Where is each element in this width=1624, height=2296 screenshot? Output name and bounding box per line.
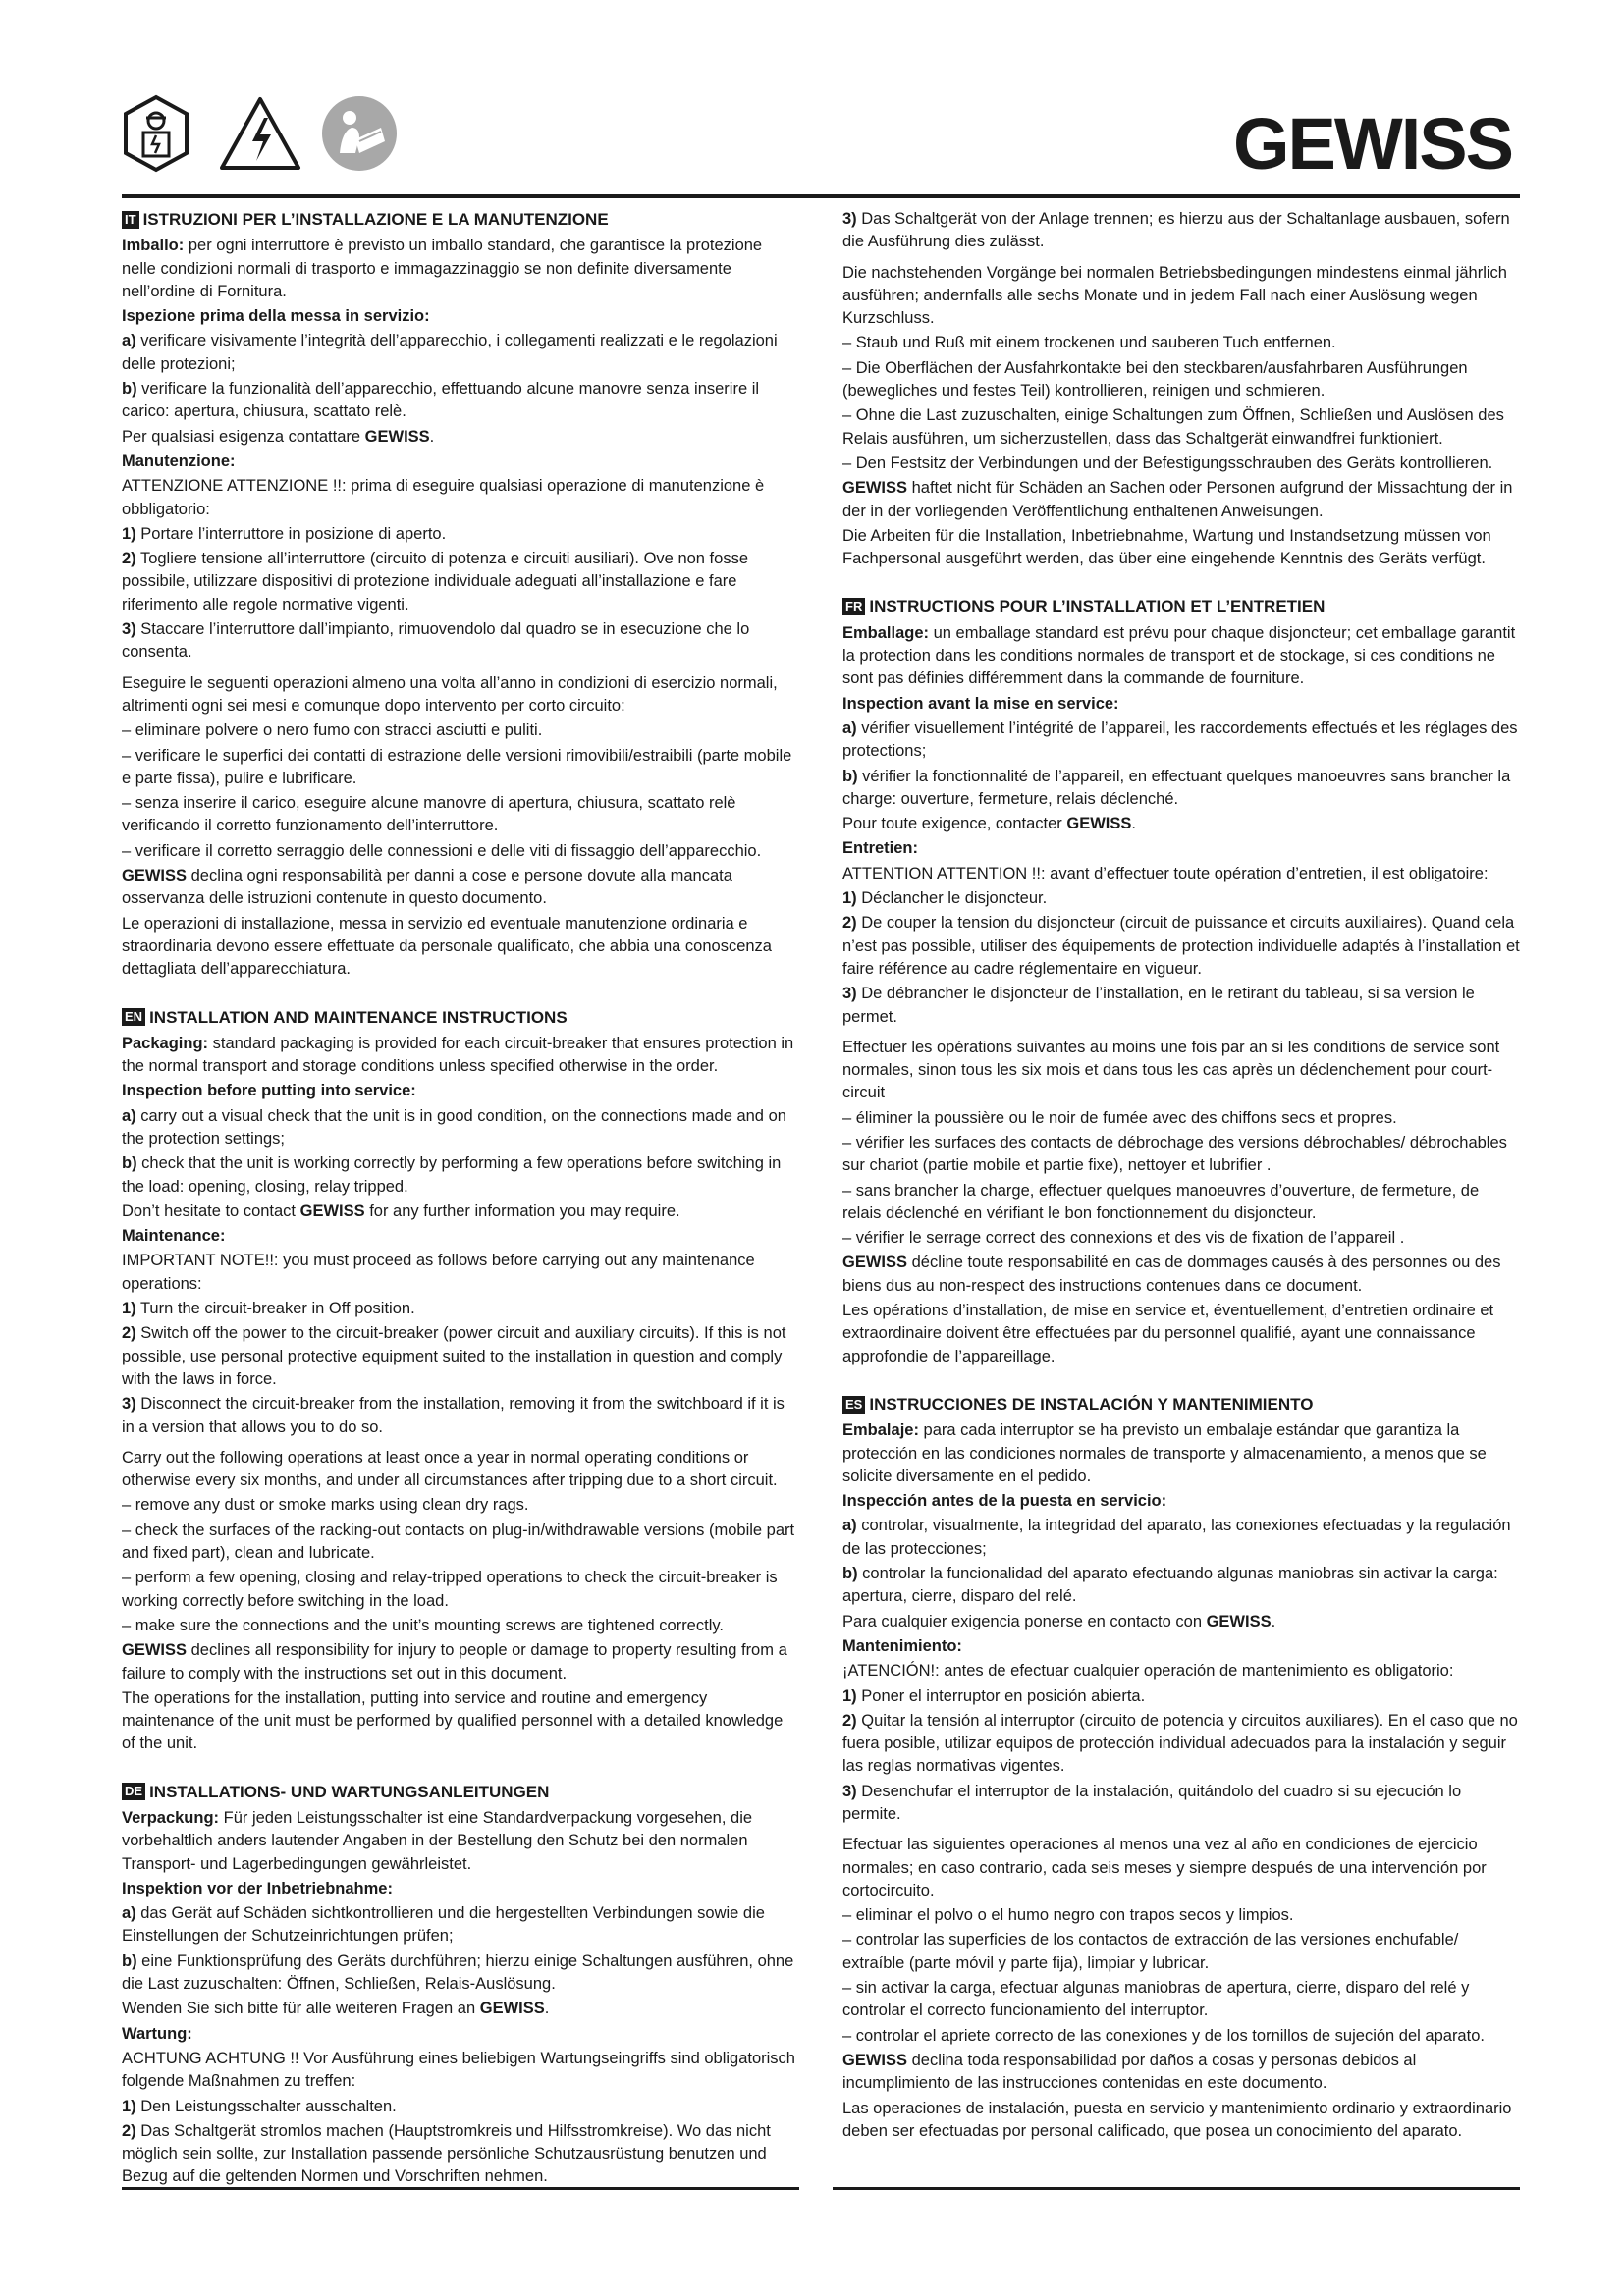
step-2: 2) De couper la tension du disjoncteur (circuit de puissance et circuits auxiliaires). Quand cela n’est pas possible, utiliser des équipements de protection individuelle adaptés à l’installation et faire référence au cadre réglementaire en vigueur.	[842, 914, 1520, 978]
inspection-heading: Inspection avant la mise en service:	[842, 694, 1119, 713]
inspection-item-b: b) check that the unit is working correctly by performing a few operations before switching in the load: opening, closing, relay tripped.	[122, 1154, 782, 1196]
operations-paragraph: Eseguire le seguenti operazioni almeno una volta all’anno in condizioni di esercizio normali, altrimenti ogni sei mesi e comunque dopo intervento per corto circuito:	[122, 673, 778, 715]
inspection-item-a: a) carry out a visual check that the unit is in good condition, on the connections made and on the protection settings;	[122, 1106, 786, 1148]
step-1: 1) Déclancher le disjoncteur.	[842, 889, 1048, 908]
step-3: 3) Desenchufar el interruptor de la instalación, quitándolo del cuadro si su ejecución lo permite.	[842, 1782, 1462, 1823]
page-header	[0, 0, 1624, 196]
operation-dash-4: – vérifier le serrage correct des connexions et des vis de fixation de l’appareil .	[842, 1229, 1405, 1248]
qualified-personnel-paragraph: Le operazioni di installazione, messa in servizio ed eventuale manutenzione ordinaria e straordinaria devono essere effettuate da personale qualificato, che abbia una conoscenza dettagliata dell’apparecchiatura.	[122, 914, 772, 979]
inspection-item-a: a) vérifier visuellement l’intégrité de l’appareil, les raccordements effectués et les réglages des protections;	[842, 719, 1518, 761]
step-2: 2) Quitar la tensión al interruptor (circuito de potencia y circuitos auxiliares). En el caso que no fuera posible, utilizar equipos de protección individual adecuados para la instalación y seguir las reglas normativas vigentes.	[842, 1711, 1518, 1776]
inspection-heading: Ispezione prima della messa in servizio:	[122, 307, 430, 326]
inspection-item-b: b) vérifier la fonctionnalité de l’appareil, en effectuant quelques manoeuvres sans brancher la charge: ouverture, fermeture, relais déclenché.	[842, 767, 1511, 808]
qualified-personnel-paragraph: The operations for the installation, putting into service and routine and emergency maintenance of the unit must be performed by qualified personnel with a detailed knowledge of the unit.	[122, 1688, 784, 1753]
step-2: 2) Togliere tensione all’interruttore (circuito di potenza e circuiti ausiliari). Ove non fosse possibile, utilizzare dispositivi di protezione individuale adeguati all’installazione e fare riferimento alle regole normative vigenti.	[122, 550, 748, 614]
section-title: INSTALLATION AND MAINTENANCE INSTRUCTIONS	[149, 1007, 568, 1027]
step-3: 3) Das Schaltgerät von der Anlage trennen; es hierzu aus der Schaltanlage ausbauen, sofern die Ausführung dies zulässt.	[842, 210, 1510, 251]
contact-line: Per qualsiasi esigenza contattare GEWISS.	[122, 427, 435, 446]
step-1: 1) Portare l’interruttore in posizione di aperto.	[122, 524, 447, 543]
section-es	[842, 1393, 1520, 2143]
read-manual-icon	[320, 94, 399, 173]
operations-paragraph: Die nachstehenden Vorgänge bei normalen Betriebsbedingungen mindestens einmal jährlich ausführen; andernfalls alle sechs Monate und in jedem Fall nach einer Auslösung wegen Kurzschluss.	[842, 263, 1507, 328]
step-2: 2) Das Schaltgerät stromlos machen (Hauptstromkreis und Hilfsstromkreise). Wo das nicht möglich sein sollte, zur Installation passende persönliche Schutzausrüstung benutzen und Bezug auf die geltenden Normen und Vorschriften nehmen.	[122, 2121, 771, 2186]
section-de-continued	[842, 208, 1520, 570]
step-3: 3) Staccare l’interruttore dall’impianto, rimuovendolo dal quadro se in esecuzione che lo consenta.	[122, 620, 750, 662]
packaging-paragraph: Verpackung: Für jeden Leistungsschalter ist eine Standardverpackung vorgesehen, die vorbehaltlich anders lautender Angaben in der Bestellung den Schutz bei den normalen Transport- und Lagerbedingungen gewährleistet.	[122, 1809, 753, 1873]
gewiss-logo	[1225, 110, 1520, 175]
maintenance-heading: Manutenzione:	[122, 452, 236, 470]
header-rule	[122, 194, 1520, 198]
operations-paragraph: Effectuer les opérations suivantes au moins une fois par an si les conditions de service sont normales, sinon tous les six mois et dans tous les cas après un déclenchement pour court-circuit	[842, 1038, 1500, 1102]
step-1: 1) Poner el interruptor en posición abierta.	[842, 1686, 1146, 1705]
footer-rule-right	[833, 2187, 1520, 2190]
maintenance-heading: Wartung:	[122, 2024, 192, 2043]
section-heading	[122, 1006, 799, 1029]
electrical-hazard-icon	[218, 94, 302, 173]
packaging-paragraph: Packaging: standard packaging is provided for each circuit-breaker that ensures protection in the normal transport and storage conditions unless specified otherwise in the order.	[122, 1034, 794, 1076]
inspection-heading: Inspection before putting into service:	[122, 1082, 416, 1100]
section-fr	[842, 595, 1520, 1368]
step-3: 3) Disconnect the circuit-breaker from the installation, removing it from the switchboard if it is in a version that allows you to do so.	[122, 1395, 785, 1436]
maintenance-heading: Maintenance:	[122, 1227, 226, 1246]
step-1: 1) Turn the circuit-breaker in Off position.	[122, 1300, 415, 1318]
qualified-personnel-icon	[122, 94, 190, 173]
section-title: INSTRUCTIONS POUR L’INSTALLATION ET L’ENTRETIEN	[869, 597, 1326, 616]
inspection-heading: Inspektion vor der Inbetriebnahme:	[122, 1879, 393, 1897]
operation-dash-4: – Den Festsitz der Verbindungen und der Befestigungsschrauben des Geräts kontrollieren.	[842, 454, 1493, 472]
packaging-paragraph: Embalaje: para cada interruptor se ha previsto un embalaje estándar que garantiza la protección en las condiciones normales de transporte y almacenamiento, a menos que se solicite diversamente en el pedido.	[842, 1421, 1487, 1485]
section-it	[122, 208, 799, 982]
warning-paragraph: ACHTUNG ACHTUNG !! Vor Ausführung eines beliebigen Wartungseingriffs sind obligatorisch folgende Maßnahmen zu treffen:	[122, 2049, 795, 2091]
step-1: 1) Den Leistungsschalter ausschalten.	[122, 2097, 397, 2115]
packaging-paragraph: Imballo: per ogni interruttore è previsto un imballo standard, che garantisce la protezione nelle condizioni normali di trasporto e immagazzinaggio se non definite diversamente nell’ordine di Fornitura.	[122, 237, 763, 300]
language-badge: DE	[122, 1783, 145, 1800]
contact-line: Pour toute exigence, contacter GEWISS.	[842, 815, 1136, 833]
section-heading	[122, 1781, 799, 1803]
section-heading	[842, 1393, 1520, 1415]
language-badge: IT	[122, 211, 139, 229]
packaging-paragraph: Emballage: un emballage standard est prévu pour chaque disjoncteur; cet emballage garantit la protection dans les conditions normales de transport et de stockage, si ces conditions ne sont pas définies différemment dans la commande de fourniture.	[842, 623, 1516, 688]
inspection-item-b: b) verificare la funzionalità dell’apparecchio, effettuando alcune manovre senza inserire il carico: apertura, chiusura, scattato relè.	[122, 380, 760, 421]
operations-paragraph: Efectuar las siguientes operaciones al menos una vez al año en condiciones de ejercicio normales; en caso contrario, cada seis meses y siempre después de una intervención por cortocircuito.	[842, 1836, 1487, 1899]
inspection-item-a: a) controlar, visualmente, la integridad del aparato, las conexiones efectuadas y la regulación de las protecciones;	[842, 1517, 1511, 1558]
responsibility-paragraph: GEWISS declina ogni responsabilità per danni a cose e persone dovute alla mancata osservanza delle istruzioni contenute in questo documento.	[122, 867, 732, 908]
operation-dash-3: – senza inserire il carico, eseguire alcune manovre di apertura, chiusura, scattato relè verificando il corretto funzionamento dell’interruttore.	[122, 794, 736, 835]
operation-dash-2: – verificare le superfici dei contatti di estrazione delle versioni rimovibili/estraibili (parte mobile e parte fissa), pulire e lubrificare.	[122, 746, 792, 787]
operation-dash-1: – eliminar el polvo o el humo negro con trapos secos y limpios.	[842, 1906, 1294, 1925]
language-badge: ES	[842, 1396, 865, 1414]
responsibility-paragraph: GEWISS declina toda responsabilidad por daños a cosas y personas debidos al incumplimiento de las instrucciones contenidas en este documento.	[842, 2051, 1417, 2093]
warning-paragraph: IMPORTANT NOTE!!: you must proceed as follows before carrying out any maintenance operations:	[122, 1252, 755, 1293]
operation-dash-1: – remove any dust or smoke marks using clean dry rags.	[122, 1496, 529, 1515]
operation-dash-3: – perform a few opening, closing and relay-tripped operations to check the circuit-breaker is working correctly before switching in the load.	[122, 1569, 778, 1610]
maintenance-heading: Mantenimiento:	[842, 1636, 962, 1655]
inspection-item-b: b) eine Funktionsprüfung des Geräts durchführen; hierzu einige Schaltungen ausführen, ohne die Last zuzuschalten: Öffnen, Schließen, Relais-Auslösung.	[122, 1951, 794, 1994]
qualified-personnel-paragraph: Die Arbeiten für die Installation, Inbetriebnahme, Wartung und Instandsetzung müssen von Fachpersonal ausgeführt werden, das über eine eingehende Kenntnis des Geräts verfügt.	[842, 526, 1491, 568]
left-column	[122, 208, 799, 2214]
operation-dash-3: – sans brancher la charge, effectuer quelques manoeuvres d’ouverture, de fermeture, de relais déclenché en vérifiant le bon fonctionnement du disjoncteur.	[842, 1181, 1480, 1222]
operation-dash-1: – éliminer la poussière ou le noir de fumée avec des chiffons secs et propres.	[842, 1108, 1397, 1127]
contact-line: Wenden Sie sich bitte für alle weiteren Fragen an GEWISS.	[122, 2000, 550, 2018]
operation-dash-4: – verificare il corretto serraggio delle connessioni e delle viti di fissaggio dell’apparecchio.	[122, 841, 762, 860]
contact-line: Don’t hesitate to contact GEWISS for any further information you may require.	[122, 1201, 680, 1220]
inspection-item-a: a) das Gerät auf Schäden sichtkontrollieren und die hergestellten Verbindungen sowie die Einstellungen der Schutzeinrichtungen prüfen;	[122, 1904, 765, 1946]
section-title: INSTALLATIONS- UND WARTUNGSANLEITUNGEN	[149, 1782, 550, 1801]
operations-paragraph: Carry out the following operations at least once a year in normal operating conditions or otherwise every six months, and under all circumstances after tripping due to a short circuit.	[122, 1448, 778, 1490]
maintenance-heading: Entretien:	[842, 839, 919, 858]
language-badge: EN	[122, 1008, 145, 1026]
operation-dash-1: – eliminare polvere o nero fumo con stracci asciutti e puliti.	[122, 721, 543, 740]
operation-dash-2: – Die Oberflächen der Ausfahrkontakte bei den steckbaren/ausfahrbaren Ausführungen (bewegliches und festes Teil) kontrollieren, reinigen und schmieren.	[842, 358, 1468, 400]
contact-line: Para cualquier exigencia ponerse en contacto con GEWISS.	[842, 1612, 1276, 1630]
warning-paragraph: ¡ATENCIÓN!: antes de efectuar cualquier operación de mantenimiento es obligatorio:	[842, 1662, 1454, 1681]
inspection-item-b: b) controlar la funcionalidad del aparato efectuando algunas maniobras sin activar la carga: apertura, cierre, disparo del relé.	[842, 1565, 1498, 1606]
warning-paragraph: ATTENTION ATTENTION !!: avant d’effectuer toute opération d’entretien, il est obligatoire:	[842, 864, 1489, 882]
operation-dash-1: – Staub und Ruß mit einem trockenen und sauberen Tuch entfernen.	[842, 334, 1336, 352]
qualified-personnel-paragraph: Las operaciones de instalación, puesta en servicio y mantenimiento ordinario y extraordinario deben ser efectuadas por personal calificado, que posea un conocimiento del aparato.	[842, 2099, 1512, 2140]
responsibility-paragraph: GEWISS declines all responsibility for injury to people or damage to property resulting from a failure to comply with the instructions set out in this document.	[122, 1641, 787, 1682]
section-title: INSTRUCCIONES DE INSTALACIÓN Y MANTENIMIENTO	[869, 1394, 1314, 1414]
operation-dash-2: – check the surfaces of the racking-out contacts on plug-in/withdrawable versions (mobile part and fixed part), clean and lubricate.	[122, 1521, 795, 1563]
operation-dash-4: – controlar el apriete correcto de las conexiones y de los tornillos de sujeción del aparato.	[842, 2026, 1485, 2045]
section-title: ISTRUZIONI PER L’INSTALLAZIONE E LA MANUTENZIONE	[142, 210, 609, 229]
footer-rule-left	[122, 2187, 799, 2190]
responsibility-paragraph: GEWISS haftet nicht für Schäden an Sachen oder Personen aufgrund der Missachtung der in der in der vorliegenden Veröffentlichung enthaltenen Anweisungen.	[842, 479, 1513, 520]
operation-dash-2: – vérifier les surfaces des contacts de débrochage des versions débrochables/ débrochables sur chariot (partie mobile et partie fixe), nettoyer et lubrifier .	[842, 1133, 1507, 1175]
operation-dash-4: – make sure the connections and the unit’s mounting screws are tightened correctly.	[122, 1616, 724, 1634]
qualified-personnel-paragraph: Les opérations d’installation, de mise en service et, éventuellement, d’entretien ordinaire et extraordinaire doivent être effectuées par du personnel qualifié, ayant une connaissance approfondie de l’appareillage.	[842, 1302, 1494, 1365]
inspection-item-a: a) verificare visivamente l’integrità dell’apparecchio, i collegamenti realizzati e le regolazioni delle protezioni;	[122, 332, 778, 373]
section-heading	[842, 595, 1520, 617]
step-3: 3) De débrancher le disjoncteur de l’installation, en le retirant du tableau, si sa version le permet.	[842, 985, 1475, 1026]
language-badge: FR	[842, 598, 865, 615]
inspection-heading: Inspección antes de la puesta en servicio:	[842, 1492, 1167, 1511]
section-heading	[122, 208, 799, 231]
responsibility-paragraph: GEWISS décline toute responsabilité en cas de dommages causés à des personnes ou des biens dus au non-respect des instructions contenues dans ce document.	[842, 1254, 1501, 1295]
right-column	[842, 208, 1520, 2167]
operation-dash-3: – sin activar la carga, efectuar algunas maniobras de apertura, cierre, disparo del relé y controlar el correcto funcionamiento del interruptor.	[842, 1979, 1470, 2020]
logo-text: GEWISS	[1232, 110, 1513, 175]
operation-dash-3: – Ohne die Last zuzuschalten, einige Schaltungen zum Öffnen, Schließen und Auslösen des Relais ausführen, um sicherzustellen, dass das Schaltgerät einwandfrei funktioniert.	[842, 406, 1504, 448]
section-de	[122, 1781, 799, 2189]
operation-dash-2: – controlar las superficies de los contactos de extracción de las versiones enchufable/ extraíble (parte móvil y parte fija), limpiar y lubricar.	[842, 1931, 1459, 1972]
warning-paragraph: ATTENZIONE ATTENZIONE !!: prima di eseguire qualsiasi operazione di manutenzione è obbligatorio:	[122, 477, 765, 518]
section-en	[122, 1006, 799, 1756]
step-2: 2) Switch off the power to the circuit-breaker (power circuit and auxiliary circuits). If this is not possible, use personal protective equipment suited to the installation in question and comply with the laws in force.	[122, 1324, 786, 1388]
